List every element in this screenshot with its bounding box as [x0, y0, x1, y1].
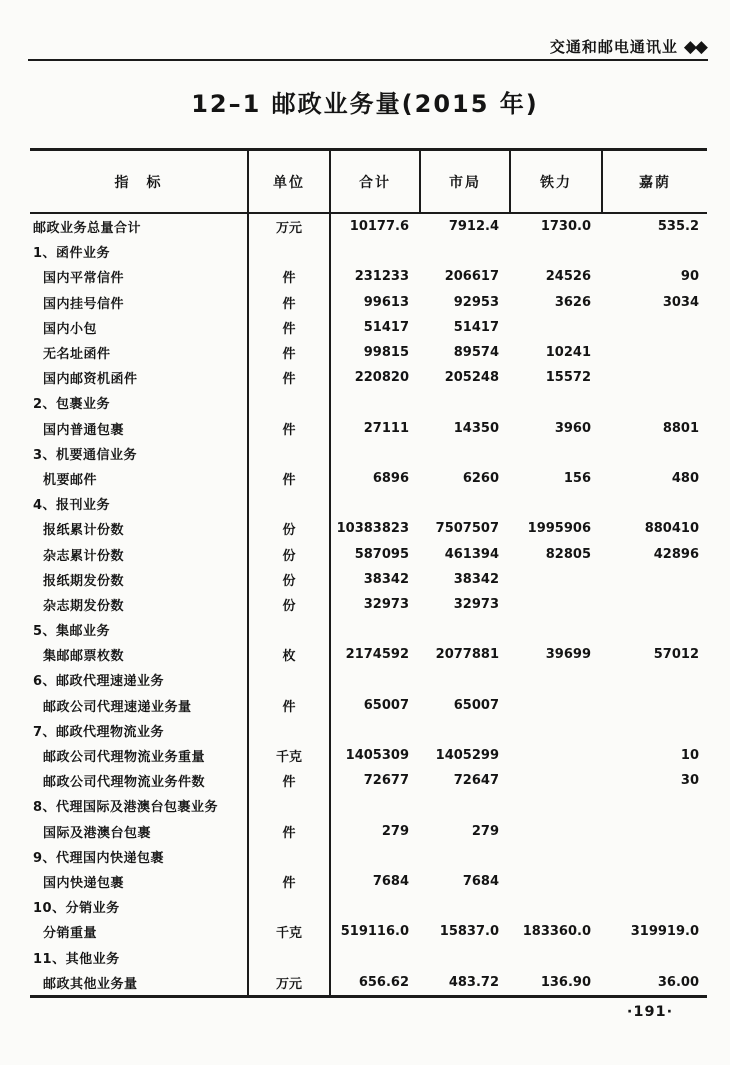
column-header-0: 指 标	[30, 150, 248, 214]
value-cell: 51417	[453, 319, 499, 335]
column-header-5: 嘉荫	[602, 150, 707, 214]
section-row	[30, 718, 707, 743]
value-cell	[602, 819, 707, 844]
value-cell	[330, 894, 420, 919]
table-row	[30, 416, 707, 441]
value-cell	[510, 390, 602, 415]
value-cell	[330, 793, 420, 818]
unit-cell: 万元	[248, 970, 330, 997]
value-cell	[602, 567, 707, 592]
unit-cell: 万元	[248, 213, 330, 239]
value-cell: 38342	[363, 571, 409, 587]
section-row	[30, 390, 707, 415]
indicator-cell: 1、函件业务	[30, 239, 248, 264]
value-cell: 82805	[545, 546, 591, 562]
indicator-cell: 国内小包	[30, 315, 248, 340]
header-rule	[28, 59, 708, 61]
indicator-cell: 报纸累计份数	[30, 516, 248, 541]
section-row	[30, 617, 707, 642]
indicator-cell: 7、邮政代理物流业务	[30, 718, 248, 743]
value-cell	[602, 239, 707, 264]
value-cell: 10177.6	[349, 219, 409, 235]
value-cell: 99613	[363, 294, 409, 310]
value-cell: 10383823	[336, 521, 409, 537]
value-cell	[510, 667, 602, 692]
table-row	[30, 213, 707, 239]
value-cell	[602, 894, 707, 919]
value-cell	[602, 365, 707, 390]
value-cell: 36.00	[657, 974, 699, 990]
section-row	[30, 844, 707, 869]
table-header-row	[30, 150, 707, 214]
value-cell	[420, 718, 510, 743]
unit-cell	[248, 390, 330, 415]
value-cell	[330, 617, 420, 642]
unit-cell	[248, 944, 330, 969]
value-cell	[510, 819, 602, 844]
table-row	[30, 516, 707, 541]
value-cell	[420, 239, 510, 264]
value-cell	[420, 491, 510, 516]
value-cell: 15572	[545, 370, 591, 386]
value-cell: 6260	[462, 470, 499, 486]
unit-cell: 件	[248, 466, 330, 491]
column-header-4: 铁力	[510, 150, 602, 214]
indicator-cell: 邮政业务总量合计	[30, 213, 248, 239]
value-cell	[510, 718, 602, 743]
value-cell	[510, 844, 602, 869]
indicator-cell: 4、报刊业务	[30, 491, 248, 516]
value-cell: 279	[381, 823, 409, 839]
value-cell: 8801	[662, 420, 699, 436]
unit-cell	[248, 441, 330, 466]
indicator-cell: 国内平常信件	[30, 264, 248, 289]
value-cell: 90	[680, 269, 699, 285]
table-row	[30, 642, 707, 667]
diamond-icons: ◆◆	[683, 36, 706, 57]
value-cell	[602, 793, 707, 818]
value-cell	[510, 441, 602, 466]
value-cell	[602, 869, 707, 894]
value-cell	[420, 894, 510, 919]
value-cell: 15837.0	[439, 924, 499, 940]
value-cell: 319919.0	[630, 924, 699, 940]
value-cell: 38342	[453, 571, 499, 587]
unit-cell	[248, 718, 330, 743]
value-cell: 7684	[372, 873, 409, 889]
value-cell: 6896	[372, 470, 409, 486]
indicator-cell: 国内普通包裹	[30, 416, 248, 441]
column-header-3: 市局	[420, 150, 510, 214]
value-cell: 2077881	[435, 647, 499, 663]
unit-cell: 千克	[248, 743, 330, 768]
table-body	[30, 213, 707, 996]
value-cell	[602, 441, 707, 466]
unit-cell: 份	[248, 592, 330, 617]
page-title: 12–1 邮政业务量(2015 年)	[191, 90, 539, 118]
value-cell: 32973	[453, 596, 499, 612]
indicator-cell: 8、代理国际及港澳台包裹业务	[30, 793, 248, 818]
table-row	[30, 919, 707, 944]
value-cell: 39699	[545, 647, 591, 663]
table-row	[30, 819, 707, 844]
indicator-cell: 5、集邮业务	[30, 617, 248, 642]
value-cell: 65007	[453, 697, 499, 713]
value-cell	[510, 894, 602, 919]
unit-cell: 枚	[248, 642, 330, 667]
indicator-cell: 国际及港澳台包裹	[30, 819, 248, 844]
value-cell	[510, 793, 602, 818]
table-row	[30, 466, 707, 491]
value-cell	[420, 844, 510, 869]
table-row	[30, 340, 707, 365]
table-row	[30, 693, 707, 718]
unit-cell: 件	[248, 315, 330, 340]
table-row	[30, 743, 707, 768]
value-cell: 65007	[363, 697, 409, 713]
section-row	[30, 491, 707, 516]
value-cell	[602, 617, 707, 642]
indicator-cell: 杂志累计份数	[30, 541, 248, 566]
indicator-cell: 2、包裹业务	[30, 390, 248, 415]
value-cell	[602, 667, 707, 692]
value-cell	[510, 567, 602, 592]
value-cell: 10241	[545, 345, 591, 361]
column-header-1: 单位	[248, 150, 330, 214]
table-row	[30, 290, 707, 315]
unit-cell: 件	[248, 693, 330, 718]
indicator-cell: 10、分销业务	[30, 894, 248, 919]
indicator-cell: 国内快递包裹	[30, 869, 248, 894]
value-cell	[510, 239, 602, 264]
value-cell: 136.90	[540, 974, 591, 990]
indicator-cell: 3、机要通信业务	[30, 441, 248, 466]
value-cell	[510, 693, 602, 718]
value-cell	[602, 592, 707, 617]
section-row	[30, 239, 707, 264]
value-cell: 1405299	[435, 748, 499, 764]
value-cell: 483.72	[448, 974, 499, 990]
indicator-cell: 国内邮资机函件	[30, 365, 248, 390]
indicator-cell: 集邮邮票枚数	[30, 642, 248, 667]
indicator-cell: 11、其他业务	[30, 944, 248, 969]
value-cell	[602, 844, 707, 869]
value-cell	[510, 491, 602, 516]
unit-cell: 千克	[248, 919, 330, 944]
value-cell	[330, 491, 420, 516]
table-row	[30, 768, 707, 793]
value-cell: 880410	[644, 521, 699, 537]
value-cell: 279	[471, 823, 499, 839]
unit-cell: 份	[248, 567, 330, 592]
value-cell	[510, 944, 602, 969]
unit-cell: 件	[248, 290, 330, 315]
unit-cell: 件	[248, 365, 330, 390]
postal-volume-table	[30, 148, 707, 998]
value-cell: 99815	[363, 345, 409, 361]
value-cell: 7507507	[435, 521, 499, 537]
value-cell	[510, 617, 602, 642]
value-cell: 587095	[354, 546, 409, 562]
value-cell	[602, 340, 707, 365]
value-cell	[420, 390, 510, 415]
value-cell	[602, 491, 707, 516]
table-row	[30, 970, 707, 997]
table-row	[30, 541, 707, 566]
indicator-cell: 机要邮件	[30, 466, 248, 491]
unit-cell	[248, 617, 330, 642]
indicator-cell: 邮政公司代理速递业务量	[30, 693, 248, 718]
table-row	[30, 567, 707, 592]
value-cell	[420, 944, 510, 969]
table-row	[30, 315, 707, 340]
value-cell: 72677	[363, 773, 409, 789]
table-row	[30, 592, 707, 617]
value-cell: 535.2	[657, 219, 699, 235]
value-cell	[330, 390, 420, 415]
value-cell: 10	[680, 748, 699, 764]
unit-cell: 件	[248, 819, 330, 844]
table-row	[30, 264, 707, 289]
value-cell: 27111	[363, 420, 409, 436]
table-row	[30, 365, 707, 390]
value-cell: 7684	[462, 873, 499, 889]
value-cell	[420, 793, 510, 818]
indicator-cell: 6、邮政代理速递业务	[30, 667, 248, 692]
value-cell: 156	[563, 470, 591, 486]
indicator-cell: 邮政其他业务量	[30, 970, 248, 997]
unit-cell	[248, 793, 330, 818]
value-cell	[330, 239, 420, 264]
section-row	[30, 793, 707, 818]
unit-cell: 件	[248, 416, 330, 441]
value-cell: 92953	[453, 294, 499, 310]
page-number: ·191·	[626, 1004, 674, 1020]
value-cell: 205248	[444, 370, 499, 386]
chapter-header-text: 交通和邮电通讯业	[549, 38, 678, 56]
unit-cell: 件	[248, 340, 330, 365]
indicator-cell: 杂志期发份数	[30, 592, 248, 617]
value-cell	[602, 718, 707, 743]
value-cell: 2174592	[345, 647, 409, 663]
value-cell: 30	[680, 773, 699, 789]
value-cell: 24526	[545, 269, 591, 285]
indicator-cell: 国内挂号信件	[30, 290, 248, 315]
value-cell: 51417	[363, 319, 409, 335]
value-cell: 3034	[662, 294, 699, 310]
value-cell	[420, 441, 510, 466]
value-cell	[420, 617, 510, 642]
unit-cell: 件	[248, 264, 330, 289]
unit-cell	[248, 667, 330, 692]
value-cell	[510, 592, 602, 617]
value-cell: 220820	[354, 370, 409, 386]
unit-cell	[248, 894, 330, 919]
unit-cell: 件	[248, 869, 330, 894]
table-row	[30, 869, 707, 894]
value-cell	[330, 844, 420, 869]
section-row	[30, 944, 707, 969]
value-cell: 7912.4	[448, 219, 499, 235]
unit-cell	[248, 491, 330, 516]
value-cell: 183360.0	[522, 924, 591, 940]
unit-cell	[248, 844, 330, 869]
unit-cell: 件	[248, 768, 330, 793]
value-cell: 1730.0	[540, 219, 591, 235]
value-cell	[602, 315, 707, 340]
value-cell: 3626	[554, 294, 591, 310]
value-cell	[510, 315, 602, 340]
value-cell	[602, 693, 707, 718]
unit-cell: 份	[248, 541, 330, 566]
value-cell	[510, 768, 602, 793]
value-cell: 1995906	[527, 521, 591, 537]
value-cell: 89574	[453, 345, 499, 361]
value-cell	[330, 441, 420, 466]
value-cell	[330, 667, 420, 692]
value-cell	[330, 718, 420, 743]
value-cell: 57012	[653, 647, 699, 663]
value-cell: 461394	[444, 546, 499, 562]
indicator-cell: 分销重量	[30, 919, 248, 944]
value-cell: 3960	[554, 420, 591, 436]
postal-volume-table-wrap	[30, 148, 707, 998]
value-cell: 72647	[453, 773, 499, 789]
value-cell: 231233	[354, 269, 409, 285]
value-cell: 14350	[453, 420, 499, 436]
value-cell	[420, 667, 510, 692]
unit-cell	[248, 239, 330, 264]
value-cell	[602, 944, 707, 969]
unit-cell: 份	[248, 516, 330, 541]
value-cell: 1405309	[345, 748, 409, 764]
indicator-cell: 邮政公司代理物流业务件数	[30, 768, 248, 793]
value-cell: 656.62	[358, 974, 409, 990]
value-cell	[330, 944, 420, 969]
indicator-cell: 报纸期发份数	[30, 567, 248, 592]
value-cell	[510, 743, 602, 768]
indicator-cell: 9、代理国内快递包裹	[30, 844, 248, 869]
value-cell	[602, 390, 707, 415]
section-row	[30, 441, 707, 466]
value-cell: 206617	[444, 269, 499, 285]
value-cell: 42896	[653, 546, 699, 562]
section-row	[30, 894, 707, 919]
table-header	[30, 150, 707, 214]
indicator-cell: 无名址函件	[30, 340, 248, 365]
value-cell: 480	[671, 470, 699, 486]
value-cell: 519116.0	[340, 924, 409, 940]
section-row	[30, 667, 707, 692]
value-cell: 32973	[363, 596, 409, 612]
chapter-header	[550, 36, 706, 57]
column-header-2: 合计	[330, 150, 420, 214]
value-cell	[510, 869, 602, 894]
indicator-cell: 邮政公司代理物流业务重量	[30, 743, 248, 768]
